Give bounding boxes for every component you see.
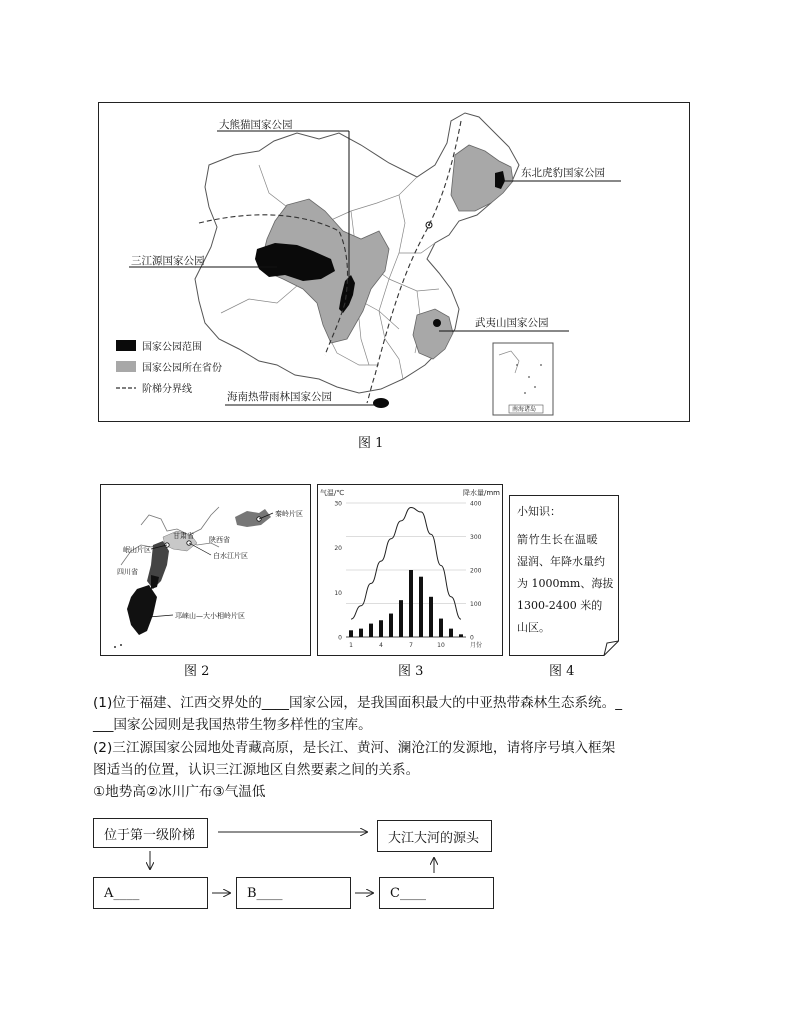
label-hainan-park: 海南热带雨林国家公园 [227,391,332,403]
x-unit-label: 月份 [470,642,483,649]
legend-swatch-black [116,340,136,351]
legend-park-province [116,359,222,374]
flow-box-c[interactable]: C____ [379,877,494,909]
legend-step-line [116,380,192,395]
park-hainan [373,398,389,408]
figure3-caption: 图 3 [398,664,424,679]
y-right-tick: 200 [470,567,482,575]
note-title: 小知识： [517,505,561,518]
y-left-tick: 0 [338,634,342,642]
precip-bar [349,630,353,637]
label-sichuan: 四川省 [117,568,138,576]
x-tick-label: 7 [409,642,413,649]
figure2-frame [100,484,311,656]
figure1-caption: 图 1 [358,436,384,451]
note-line-3: 为 1000mm、海拔 [517,577,614,590]
precip-bar [359,629,363,637]
x-tick-label: 10 [437,642,445,649]
question2-line1: (2)三江源国家公园地处青藏高原，是长江、黄河、澜沧江的发源地，请将序号填入框架 [93,740,616,756]
precip-bar [449,629,453,637]
y-right-tick: 0 [470,634,474,642]
park-wuyi [433,319,441,327]
y-right-tick: 300 [470,534,482,541]
legend-park-range [116,338,202,353]
label-baishuijiang: 白水江片区 [213,552,248,560]
figure2-caption: 图 2 [184,664,210,679]
legend-text-park: 国家公园范围 [142,342,202,353]
qionglai-area [127,585,157,635]
label-wuyi-park: 武夷山国家公园 [475,317,549,329]
y-left-label: 气温/℃ [320,489,345,497]
label-minshan: 岷山片区 [123,546,151,554]
qinling-area [235,509,271,527]
precip-bar [459,634,463,637]
flow-box-a[interactable]: A____ [93,877,208,909]
note-line-4: 1300-2400 米的 [517,599,603,612]
flow-box-start: 位于第一级阶梯 [93,818,208,848]
legend-text-province: 国家公园所在省份 [142,363,222,374]
climate-chart [318,485,502,655]
precip-bar [429,597,433,637]
question2-line2: 图适当的位置，认识三江源地区自然要素之间的关系。 [93,762,420,778]
province-gray-fujian [413,309,453,359]
x-tick-label: 1 [349,642,353,649]
y-left-tick: 10 [334,589,342,597]
label-shaanxi: 陕西省 [209,536,230,544]
label-tiger-park: 东北虎豹国家公园 [521,167,605,179]
precip-bar [399,600,403,637]
label-panda-park: 大熊猫国家公园 [219,119,293,131]
precip-bar [409,570,413,637]
y-right-label: 降水量/mm [463,489,500,497]
note-line-5: 山区。 [517,621,550,634]
y-left-tick: 20 [334,545,342,553]
label-qionglai: 邛崃山—大小相岭片区 [175,612,245,620]
legend-swatch-gray [116,361,136,372]
precip-bar [439,619,443,637]
precip-bar [389,614,393,637]
note-line-2: 湿润、年降水量约 [517,555,605,568]
label-gansu: 甘肃省 [173,532,194,540]
legend-dash-icon [116,382,136,393]
question1-line1: (1)位于福建、江西交界处的____国家公园，是我国面积最大的中亚热带森林生态系统。_ [93,695,623,711]
figure1-frame [98,102,690,422]
question1-line2: ___国家公园则是我国热带生物多样性的宝库。 [93,717,372,733]
x-tick-label: 4 [379,642,383,649]
label-qinling: 秦岭片区 [275,510,303,518]
question2-options: ①地势高②冰川广布③气温低 [93,784,266,800]
y-left-tick: 30 [334,500,342,508]
precip-bar [379,620,383,637]
precip-bar [369,624,373,637]
flow-box-end: 大江大河的源头 [377,820,492,852]
label-sanjiangyuan-park: 三江源国家公园 [131,255,205,267]
note-line-1: 箭竹生长在温暖 [517,533,599,546]
inset-label: 南海诸岛 [512,406,537,413]
figure3-frame [317,484,503,656]
precip-bar [419,577,423,637]
y-right-tick: 100 [470,601,482,608]
flow-box-b[interactable]: B____ [236,877,351,909]
legend-text-step: 阶梯分界线 [142,384,192,395]
figure4-caption: 图 4 [549,664,575,679]
figure4-note [509,495,619,656]
y-right-tick: 400 [470,500,482,508]
temperature-line [351,507,461,619]
